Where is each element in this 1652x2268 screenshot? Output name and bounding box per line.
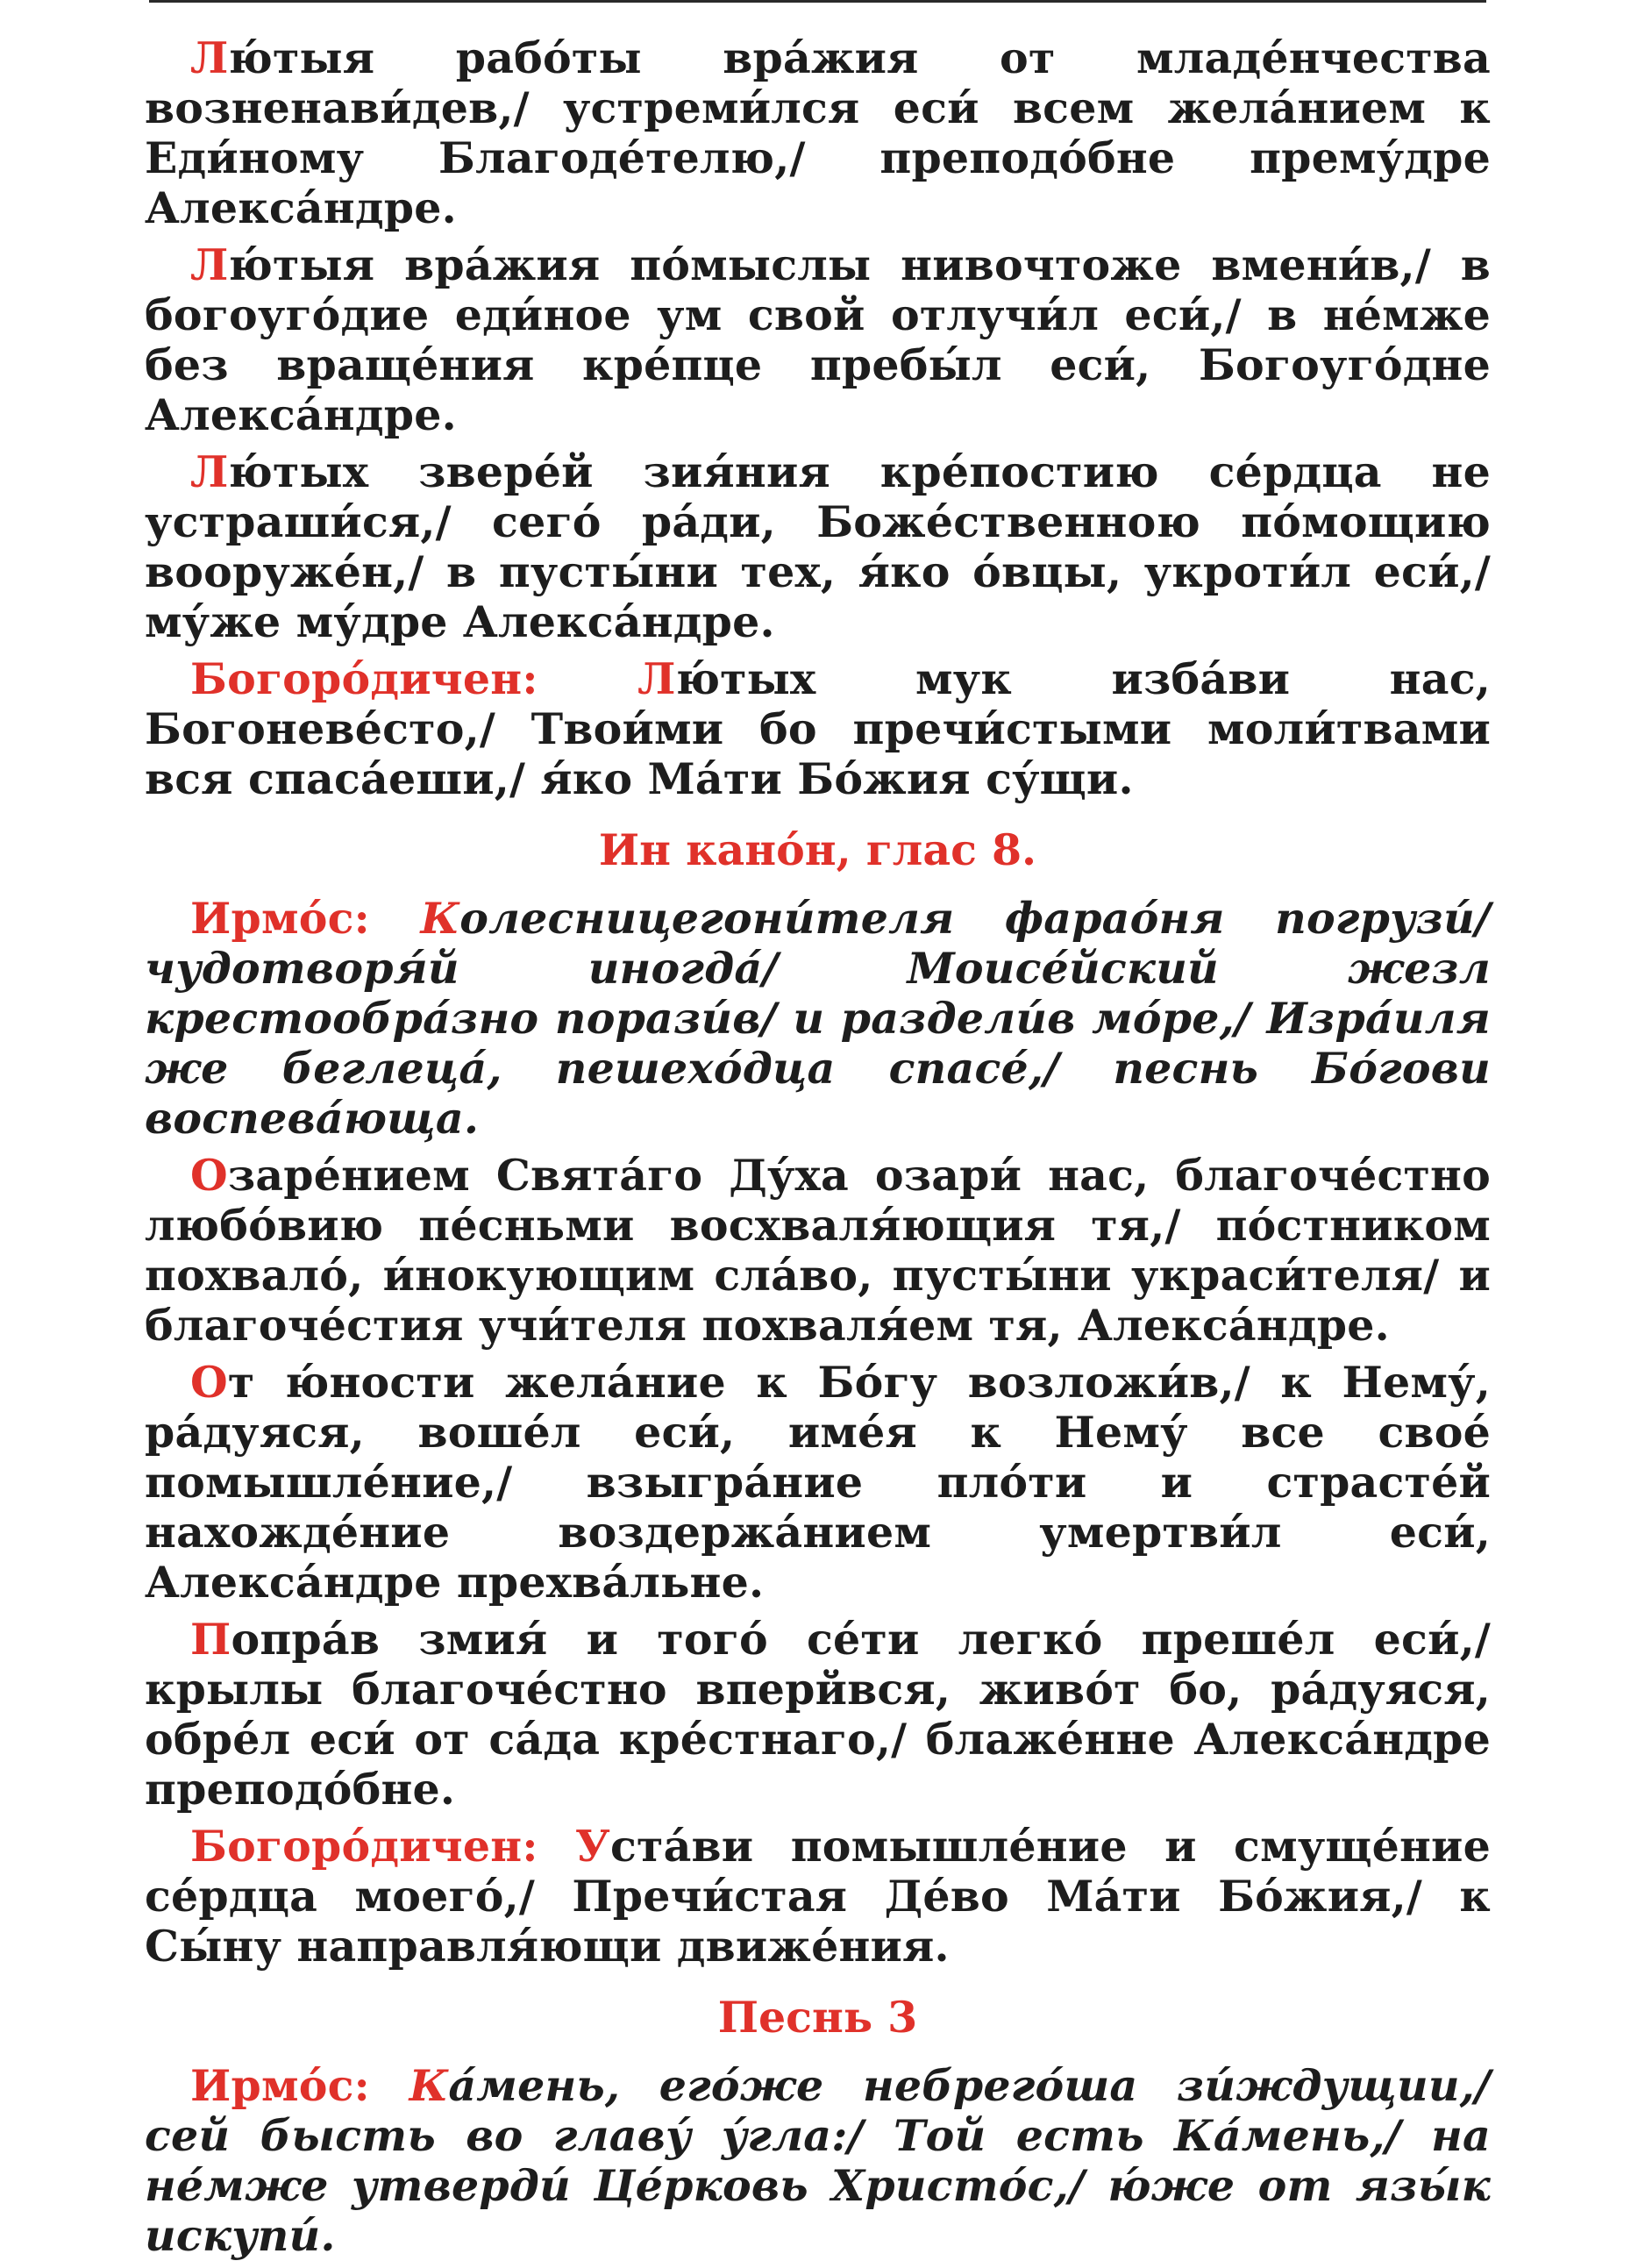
- top-rule: [149, 0, 1486, 3]
- paragraph-6: [145, 1358, 1491, 1608]
- irmos-2: [145, 2061, 1491, 2261]
- paragraph-text: т ю́ности жела́ние к Бо́гу возложи́в,/ к Нему́, ра́дуяся, воше́л еси́, име́я к Нему́ все свое́ помышле́ние,/ взыгра́ние пло́ти и страсте́й нахожде́ние воздержа́нием умертви́л еси́, Алекса́ндре прехва́льне.: [145, 1357, 1491, 1608]
- paragraph-2: [145, 240, 1491, 440]
- irmos-label: Ирмо́с:: [190, 2060, 409, 2111]
- paragraph-text: заре́нием Свята́го Ду́ха озари́ нас, благоче́стно любо́вию пе́сньми восхваля́ющия тя,/ по́стником похвало́, и́нокующим сла́во, пусты́ни украси́теля/ и благоче́стия учи́теля похваля́ем тя, Алекса́ндре.: [145, 1150, 1491, 1351]
- theotokion-1: [145, 654, 1491, 804]
- theotokion-label: Богоро́дичен:: [190, 653, 638, 704]
- paragraph-5: [145, 1151, 1491, 1351]
- drop-initial: О: [190, 1150, 228, 1201]
- drop-initial: Л: [190, 32, 229, 83]
- paragraph-3: [145, 447, 1491, 647]
- paragraph-7: [145, 1615, 1491, 1815]
- drop-initial: Л: [190, 239, 229, 290]
- irmos-1: [145, 894, 1491, 1144]
- paragraph-text: ста́ви помышле́ние и смуще́ние се́рдца моего́,/ Пречи́стая Де́во Ма́ти Бо́жия,/ к Сы́ну направля́ющи движе́ния.: [145, 1821, 1491, 1972]
- paragraph-text: ю́тыя рабо́ты вра́жия от младе́нчества возненави́дев,/ устреми́лся еси́ всем жела́нием к Еди́ному Благоде́телю,/ преподо́бне прему́дре Алекса́ндре.: [145, 32, 1491, 233]
- theotokion-label: Богоро́дичен:: [190, 1821, 575, 1872]
- paragraph-text: олесницегони́теля фарао́ня погрузи́/ чудотворя́й иногда́/ Моисе́йский жезл крестообра́зно порази́в/ и раздели́в мо́ре,/ Изра́иля же беглеца́, пешехо́дца спасе́,/ песнь Бо́гови воспева́юща.: [145, 893, 1491, 1144]
- drop-initial: Л: [637, 653, 676, 704]
- page-content: [145, 33, 1491, 2268]
- drop-initial: К: [409, 2060, 449, 2111]
- section-heading-canon: Ин кано́н, глас 8.: [598, 824, 1037, 875]
- drop-initial: Л: [190, 446, 229, 497]
- irmos-label: Ирмо́с:: [190, 893, 421, 944]
- section-heading-ode-3: Песнь 3: [717, 1992, 918, 2043]
- paragraph-text: а́мень, его́же небрего́ша зи́ждущии,/ сей бысть во главу́ у́гла:/ Той есть Ка́мень,/ на не́мже утверди́ Це́рковь Христо́с,/ ю́же от язы́к искупи́.: [145, 2060, 1491, 2261]
- paragraph-text: ю́тых мук изба́ви нас, Богоневе́сто,/ Твои́ми бо пречи́стыми моли́твами вся спаса́еши,/ я́ко Ма́ти Бо́жия су́щи.: [145, 653, 1491, 804]
- paragraph-text: опра́в змия́ и того́ се́ти легко́ преше́л еси́,/ крылы благоче́стно вперйвся, живо́т бо, ра́дуяся, обре́л еси́ от са́да кре́стнаго,/ блаже́нне Алекса́ндре преподо́бне.: [145, 1614, 1491, 1815]
- drop-initial: К: [420, 893, 460, 944]
- paragraph-text: ю́тых звере́й зия́ния кре́постию се́рдца не устраши́ся,/ сего́ ра́ди, Боже́ственною по́мощию вооруже́н,/ в пусты́ни тех, я́ко о́вцы, укроти́л еси́,/ му́же му́дре Алекса́ндре.: [145, 446, 1491, 647]
- paragraph-1: [145, 33, 1491, 233]
- theotokion-2: [145, 1822, 1491, 1972]
- drop-initial: О: [190, 1357, 228, 1408]
- paragraph-text: ю́тыя вра́жия по́мыслы нивочтоже вмени́в,/ в богоуго́дие еди́ное ум свой отлучи́л еси́,/ в не́мже без враще́ния кре́пце пребы́л еси́, Богоуго́дне Алекса́ндре.: [145, 239, 1491, 440]
- drop-initial: П: [190, 1614, 231, 1665]
- drop-initial: У: [575, 1821, 610, 1872]
